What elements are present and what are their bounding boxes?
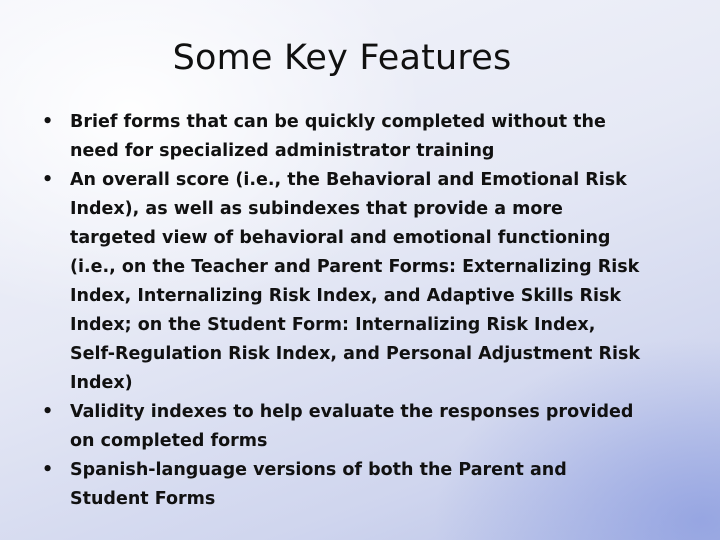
- bullet-text: An overall score (i.e., the Behavioral and Emotional Risk Index), as well as subindexes that provide a more targeted view of behavioral and emotional functioning (i.e., on the Teacher and Parent Forms: Externalizing Risk Index, Internalizing Risk Index, and Adaptive Skills Risk Index; on the Student Form: Internalizing Risk Index, Self-Regulation Risk Index, and Personal Adjustment Risk Index): [70, 170, 640, 393]
- bullet-text: Validity indexes to help evaluate the responses provided on completed forms: [70, 402, 634, 451]
- bullet-marker: •: [42, 170, 54, 190]
- bullet-item-brief-forms: [42, 108, 642, 166]
- bullet-list: [42, 108, 642, 514]
- bullet-marker: •: [42, 460, 54, 480]
- bullet-item-validity-indexes: [42, 398, 642, 456]
- bullet-marker: •: [42, 402, 54, 422]
- bullet-item-spanish-versions: [42, 456, 642, 514]
- bullet-text: Spanish-language versions of both the Parent and Student Forms: [70, 460, 567, 509]
- bullet-marker: •: [42, 112, 54, 132]
- slide-title: Some Key Features: [172, 38, 512, 78]
- bullet-item-overall-score: [42, 166, 642, 398]
- bullet-text: Brief forms that can be quickly completed without the need for specialized administrator training: [70, 112, 606, 161]
